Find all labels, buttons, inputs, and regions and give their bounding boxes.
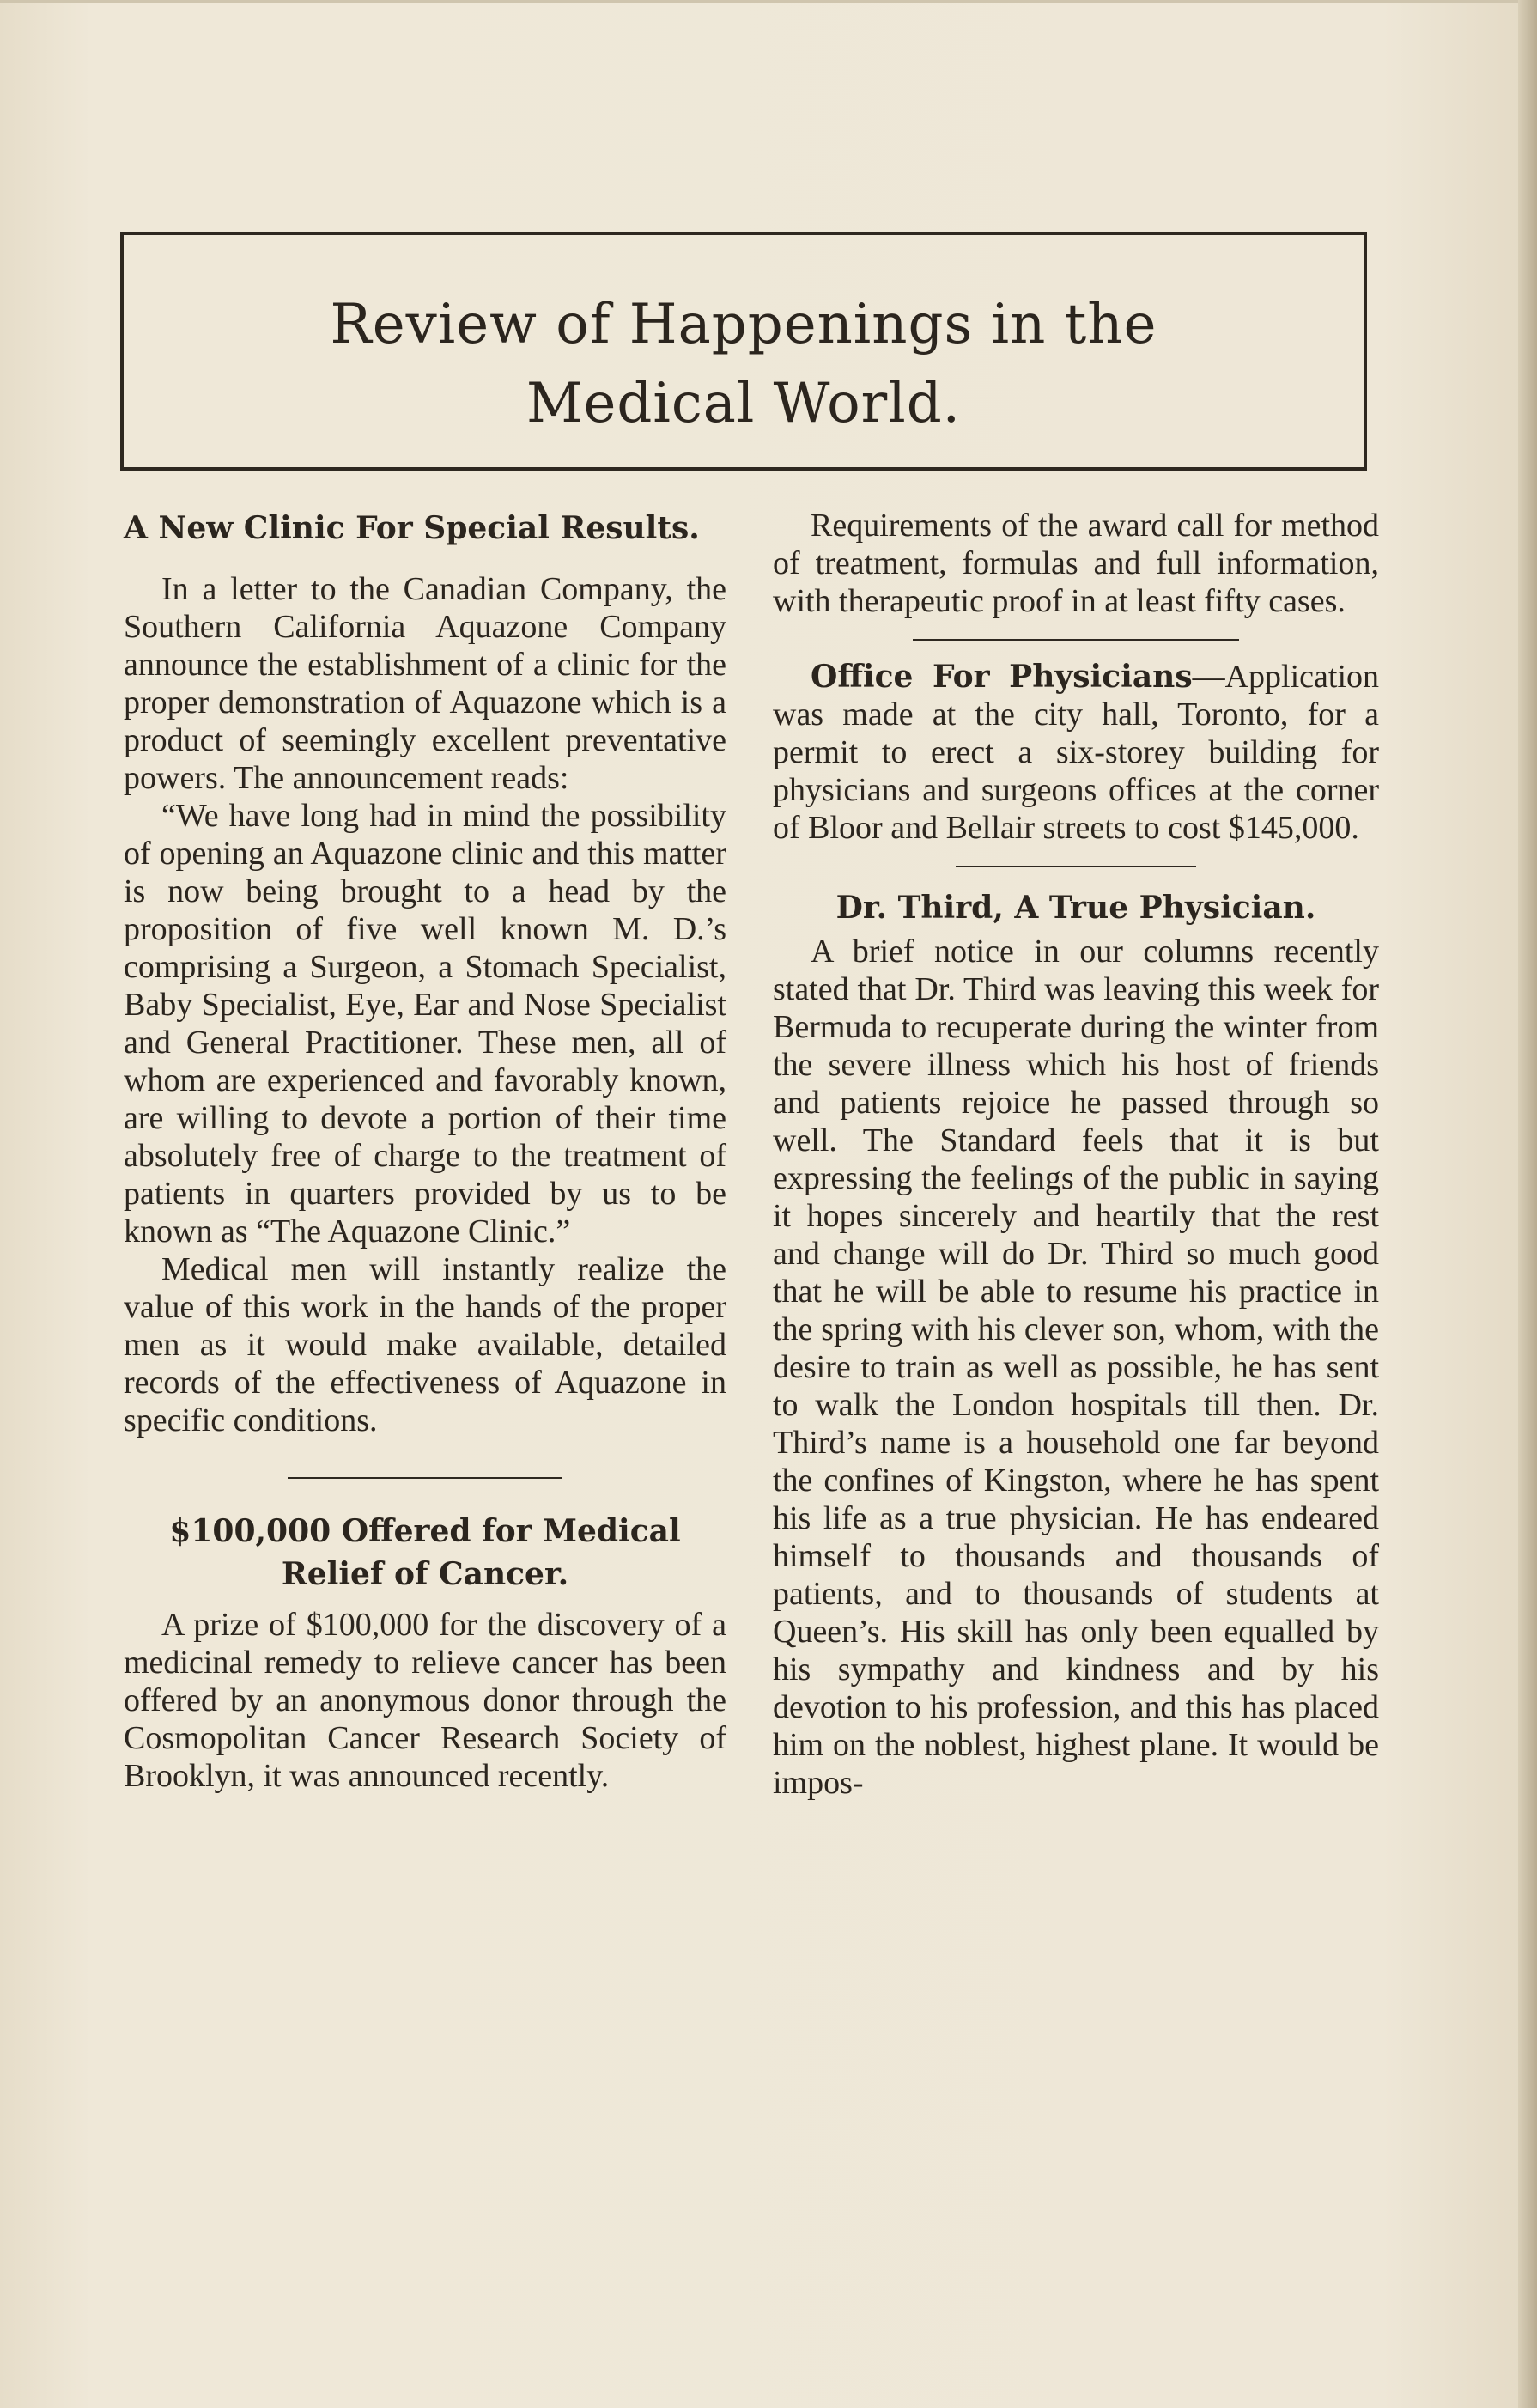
cancer-paragraph: A prize of $100,000 for the discovery of a medicinal remedy to relieve cancer has been offered by an anonymous donor through the Cosmopolitan Cancer Research Society of Brooklyn, it was announced recently. bbox=[124, 1607, 726, 1794]
section-divider bbox=[288, 1477, 562, 1479]
left-column bbox=[124, 507, 726, 1795]
clinic-paragraph-2: “We have long had in mind the possibility of opening an Aquazone clinic and this matter is now being brought to a head by the proposition of five well known M. D.’s comprising a Surgeon, a Stomach Specialist, Baby Specialist, Eye, Ear and Nose Specialist and General Practitioner. These men, all of whom are experienced and favorably known, are willing to devote a portion of their time absolutely free of charge to the treatment of patients in quarters provided by us to be known as “The Aquazone Clinic.” bbox=[124, 798, 726, 1250]
header-box bbox=[120, 232, 1367, 471]
page-title-line-2: Medical World. bbox=[526, 372, 961, 435]
right-column bbox=[773, 507, 1379, 1802]
clinic-paragraph-3: Medical men will instantly realize the value of this work in the hands of the proper men as it would make available, detailed records of the effectiveness of Aquazone in specific conditions. bbox=[124, 1251, 726, 1438]
page-title bbox=[124, 285, 1364, 443]
page-right-edge bbox=[1518, 0, 1537, 2408]
third-heading: Dr. Third, A True Physician. bbox=[835, 890, 1316, 926]
cancer-heading-line-2: Relief of Cancer. bbox=[281, 1556, 569, 1592]
clinic-heading: A New Clinic For Special Results. bbox=[124, 510, 700, 546]
office-text: —Application was made at the city hall, Toronto, for a permit to erect a six-storey building for physicians and surgeons offices at the corner of Bloor and Bellair streets to cost $145,000. bbox=[773, 659, 1379, 846]
page-top-edge bbox=[0, 0, 1537, 3]
office-heading: Office For Physicians bbox=[811, 659, 1193, 695]
section-divider bbox=[913, 639, 1239, 641]
section-divider bbox=[956, 866, 1196, 867]
requirements-text: Requirements of the award call for method of treatment, formulas and full information, with therapeutic proof in at least fifty cases. bbox=[773, 508, 1379, 619]
clinic-paragraph-1: In a letter to the Canadian Company, the Southern California Aquazone Company announce the establishment of a clinic for the proper demonstration of Aquazone which is a product of seemingly excellent preventative powers. The announcement reads: bbox=[124, 571, 726, 796]
third-paragraph: A brief notice in our columns recently stated that Dr. Third was leaving this week for Bermuda to recuperate during the winter from the severe illness which his host of friends and patients rejoice he passed through so well. The Standard feels that it is but expressing the feelings of the public in saying it hopes sincerely and heartily that the rest and change will do Dr. Third so much good that he will be able to resume his practice in the spring with his clever son, whom, with the desire to train as well as possible, he has sent to walk the London hospitals till then. Dr. Third’s name is a household one far beyond the confines of Kingston, where he has spent his life as a true physician. He has endeared himself to thousands and thousands of patients, and to thousands of students at Queen’s. His skill has only been equalled by his sympathy and kindness and by his devotion to his profession, and this has placed him on the noblest, highest plane. It would be impos- bbox=[773, 933, 1379, 1801]
page-title-line-1: Review of Happenings in the bbox=[330, 293, 1157, 356]
cancer-heading-line-1: $100,000 Offered for Medical bbox=[169, 1513, 681, 1549]
office-paragraph bbox=[773, 658, 1379, 847]
requirements-paragraph bbox=[773, 507, 1379, 620]
